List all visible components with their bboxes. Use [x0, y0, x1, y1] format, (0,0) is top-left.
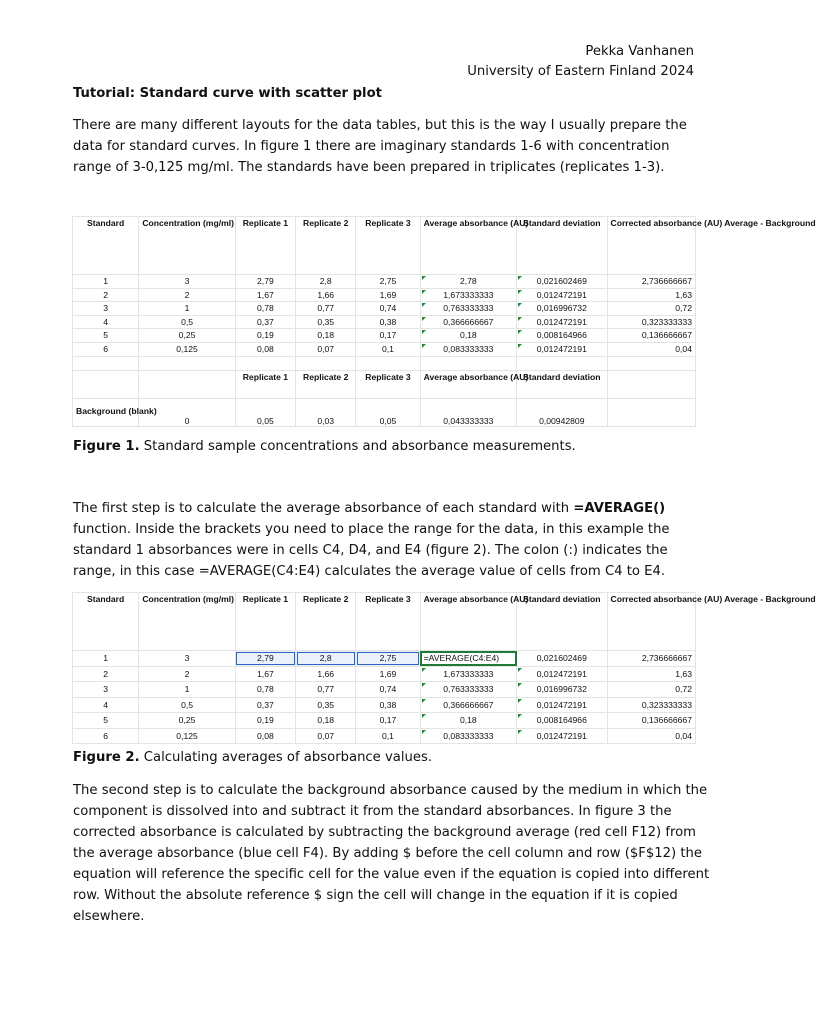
table-cell: 1,67	[235, 666, 295, 682]
table-cell: 0,012472191	[517, 666, 607, 682]
table-cell: 1,63	[607, 666, 696, 682]
table-cell: 1,69	[356, 666, 420, 682]
table-cell: 0,016996732	[517, 682, 607, 698]
table-cell: 1,63	[607, 288, 696, 302]
table-cell: 0,5	[139, 315, 235, 329]
table-cell: 2	[73, 666, 139, 682]
table-cell: 0,083333333	[420, 342, 516, 356]
table-cell: 1,673333333	[420, 666, 516, 682]
table-cell: 0,07	[296, 728, 356, 744]
formula-cell-f4[interactable]: =AVERAGE(C4:E4)	[420, 651, 516, 667]
table-cell: 0,5	[139, 697, 235, 713]
table-cell: 6	[73, 728, 139, 744]
table-cell: 0,008164966	[517, 329, 607, 343]
header-cell: Standard	[73, 593, 139, 651]
table-cell: 6	[73, 342, 139, 356]
header-cell: Replicate 2	[296, 217, 356, 275]
table-cell: 0,1	[356, 342, 420, 356]
table-cell: 1,67	[235, 288, 295, 302]
table-row	[73, 288, 696, 302]
table-cell: 0,35	[296, 315, 356, 329]
table-row	[73, 682, 696, 698]
table-cell: 2,736666667	[607, 651, 696, 667]
table-cell: 0,012472191	[517, 315, 607, 329]
header-cell: Replicate 3	[356, 217, 420, 275]
table-cell: 0,17	[356, 329, 420, 343]
table-cell: 0,04	[607, 342, 696, 356]
header-cell: Standard deviation	[517, 593, 607, 651]
table-cell: 3	[139, 651, 235, 667]
table-cell: 0,1	[356, 728, 420, 744]
table-cell: 2,736666667	[607, 275, 696, 289]
header-cell: Replicate 2	[296, 370, 356, 398]
table-cell: 0,17	[356, 713, 420, 729]
average-function-name: =AVERAGE()	[573, 501, 666, 516]
table-cell: 0,136666667	[607, 713, 696, 729]
table-cell: 0,00942809	[517, 398, 607, 426]
figure-1-label: Figure 1.	[73, 439, 140, 454]
table-cell: 1,673333333	[420, 288, 516, 302]
table-cell: 0,72	[607, 682, 696, 698]
table-cell: 3	[73, 302, 139, 316]
table-cell: 2	[139, 288, 235, 302]
table-row	[73, 275, 696, 289]
table-cell: 0,19	[235, 713, 295, 729]
table-header-row	[73, 217, 696, 275]
table-cell: 0,016996732	[517, 302, 607, 316]
header-cell: Standard	[73, 217, 139, 275]
table-cell: 1	[73, 651, 139, 667]
table-header-row	[73, 593, 696, 651]
table-row	[73, 651, 696, 667]
figure-2-label: Figure 2.	[73, 750, 140, 765]
header-cell: Replicate 3	[356, 593, 420, 651]
header-cell: Replicate 3	[356, 370, 420, 398]
header-cell: Standard deviation	[517, 217, 607, 275]
table-cell: 0,012472191	[517, 288, 607, 302]
table-cell: 2	[73, 288, 139, 302]
table-cell: 0,78	[235, 682, 295, 698]
range-cell-d4[interactable]: 2,8	[296, 651, 356, 667]
table-cell: 0,763333333	[420, 682, 516, 698]
table-cell: 4	[73, 315, 139, 329]
table-cell: 0,323333333	[607, 697, 696, 713]
table-cell: 0,366666667	[420, 315, 516, 329]
table-cell: 0,021602469	[517, 651, 607, 667]
table-cell: 0,03	[296, 398, 356, 426]
table-cell: 1	[73, 275, 139, 289]
author-name: Pekka Vanhanen	[585, 44, 694, 59]
header-cell: Concentration (mg/ml)	[139, 593, 235, 651]
table-cell: 2,75	[356, 275, 420, 289]
table-cell: 1,69	[356, 288, 420, 302]
table-cell: 0,74	[356, 302, 420, 316]
table-cell: 0,07	[296, 342, 356, 356]
table-cell: 1	[139, 302, 235, 316]
standards-table	[72, 216, 816, 427]
table-cell: 0,043333333	[420, 398, 516, 426]
average-formula-table	[72, 592, 816, 744]
table-cell: 0,72	[607, 302, 696, 316]
background-header-row	[73, 370, 696, 398]
figure-1-text: Standard sample concentrations and absorbance measurements.	[139, 439, 576, 454]
header-cell: Corrected absorbance (AU) Average - Background	[607, 217, 696, 275]
table-row	[73, 713, 696, 729]
table-cell: 0,35	[296, 697, 356, 713]
table-cell: 0	[139, 398, 235, 426]
table-cell: 0,25	[139, 329, 235, 343]
header-cell: Replicate 1	[235, 217, 295, 275]
table-cell: 0,25	[139, 713, 235, 729]
table-cell: 0,125	[139, 728, 235, 744]
step-2-paragraph: The second step is to calculate the background absorbance caused by the medium in which the component is dissolved into and subtract it from the standard absorbances. In figure 3 the corrected absorbance is calculated by subtracting the background average (red cell F12) from the average absorbance (blue cell F4). By adding $ before the cell column and row ($F$12) the equation will reference the specific cell for the value even if the equation is copied into different row. Without the absolute reference $ sign the cell will change in the equation if it is copied elsewhere.	[73, 783, 710, 924]
table-cell: 0,008164966	[517, 713, 607, 729]
figure-2-text: Calculating averages of absorbance values.	[139, 750, 433, 765]
table-cell: 1	[139, 682, 235, 698]
step-1-text-c: function. Inside the brackets you need to place the range for the data, in this example the standard 1 absorbances were in cells C4, D4, and E4 (figure 2). The colon (:) indicates the range, in this case =AVERAGE(C4:E4) calculates the average value of cells from C4 to E4.	[73, 522, 670, 579]
header-cell: Average absorbance (AU)	[420, 593, 516, 651]
table-cell: 2,8	[296, 275, 356, 289]
table-cell: 0,77	[296, 302, 356, 316]
table-cell: 0,04	[607, 728, 696, 744]
step-1-text-a: The first step is to calculate the average absorbance of each standard with	[73, 501, 574, 516]
header-cell: Corrected absorbance (AU) Average - Background	[607, 593, 696, 651]
table-cell: 0,012472191	[517, 342, 607, 356]
background-row	[73, 398, 696, 426]
table-row	[73, 302, 696, 316]
figure-2-caption	[73, 750, 432, 765]
header-cell: Replicate 1	[235, 370, 295, 398]
table-cell: 1,66	[296, 288, 356, 302]
header-cell: Concentration (mg/ml)	[139, 217, 235, 275]
table-row	[73, 666, 696, 682]
table-cell: 4	[73, 697, 139, 713]
table-cell: 0,38	[356, 697, 420, 713]
table-cell: 2,79	[235, 275, 295, 289]
step-1-paragraph	[73, 498, 703, 582]
table-row	[73, 697, 696, 713]
table-cell: 2	[139, 666, 235, 682]
table-cell: 0,05	[356, 398, 420, 426]
table-cell: 0,37	[235, 315, 295, 329]
table-cell: 0,18	[296, 329, 356, 343]
table-row	[73, 329, 696, 343]
table-row	[73, 728, 696, 744]
table-cell: 3	[139, 275, 235, 289]
table-cell: 0,021602469	[517, 275, 607, 289]
table-cell: 0,083333333	[420, 728, 516, 744]
table-cell: 0,38	[356, 315, 420, 329]
table-row	[73, 315, 696, 329]
table-cell: 0,78	[235, 302, 295, 316]
author-affiliation: University of Eastern Finland 2024	[467, 64, 694, 79]
table-cell: 0,323333333	[607, 315, 696, 329]
table-cell: 0,012472191	[517, 697, 607, 713]
header-cell: Average absorbance (AU)	[420, 217, 516, 275]
table-cell: 0,012472191	[517, 728, 607, 744]
header-cell: Standard deviation	[517, 370, 607, 398]
table-cell: 0,77	[296, 682, 356, 698]
table-cell: 0,763333333	[420, 302, 516, 316]
figure-1-caption	[73, 439, 576, 454]
table-cell: 0,08	[235, 342, 295, 356]
range-cell-e4[interactable]: 2,75	[356, 651, 420, 667]
table-cell: 0,18	[420, 713, 516, 729]
table-cell: 0,74	[356, 682, 420, 698]
header-cell: Average absorbance (AU)	[420, 370, 516, 398]
author-block	[467, 42, 694, 82]
tutorial-title: Tutorial: Standard curve with scatter plot	[73, 86, 382, 101]
table-cell: 0,136666667	[607, 329, 696, 343]
table-empty-row	[73, 356, 696, 370]
table-cell: 0,18	[296, 713, 356, 729]
intro-paragraph: There are many different layouts for the data tables, but this is the way I usually prepare the data for standard curves. In figure 1 there are imaginary standards 1-6 with concentration range of 3-0,125 mg/ml. The standards have been prepared in triplicates (replicates 1-3).	[73, 118, 687, 175]
table-cell: 0,18	[420, 329, 516, 343]
table-row	[73, 342, 696, 356]
table-cell: 2,78	[420, 275, 516, 289]
table-cell: 3	[73, 682, 139, 698]
table-cell: 5	[73, 329, 139, 343]
table-cell: 0,366666667	[420, 697, 516, 713]
header-cell: Replicate 2	[296, 593, 356, 651]
background-label: Background (blank)	[73, 398, 139, 426]
table-cell: 0,125	[139, 342, 235, 356]
header-cell: Replicate 1	[235, 593, 295, 651]
table-cell: 1,66	[296, 666, 356, 682]
range-cell-c4[interactable]: 2,79	[235, 651, 295, 667]
table-cell: 0,19	[235, 329, 295, 343]
table-cell: 0,05	[235, 398, 295, 426]
table-cell: 0,37	[235, 697, 295, 713]
table-cell: 5	[73, 713, 139, 729]
table-cell: 0,08	[235, 728, 295, 744]
